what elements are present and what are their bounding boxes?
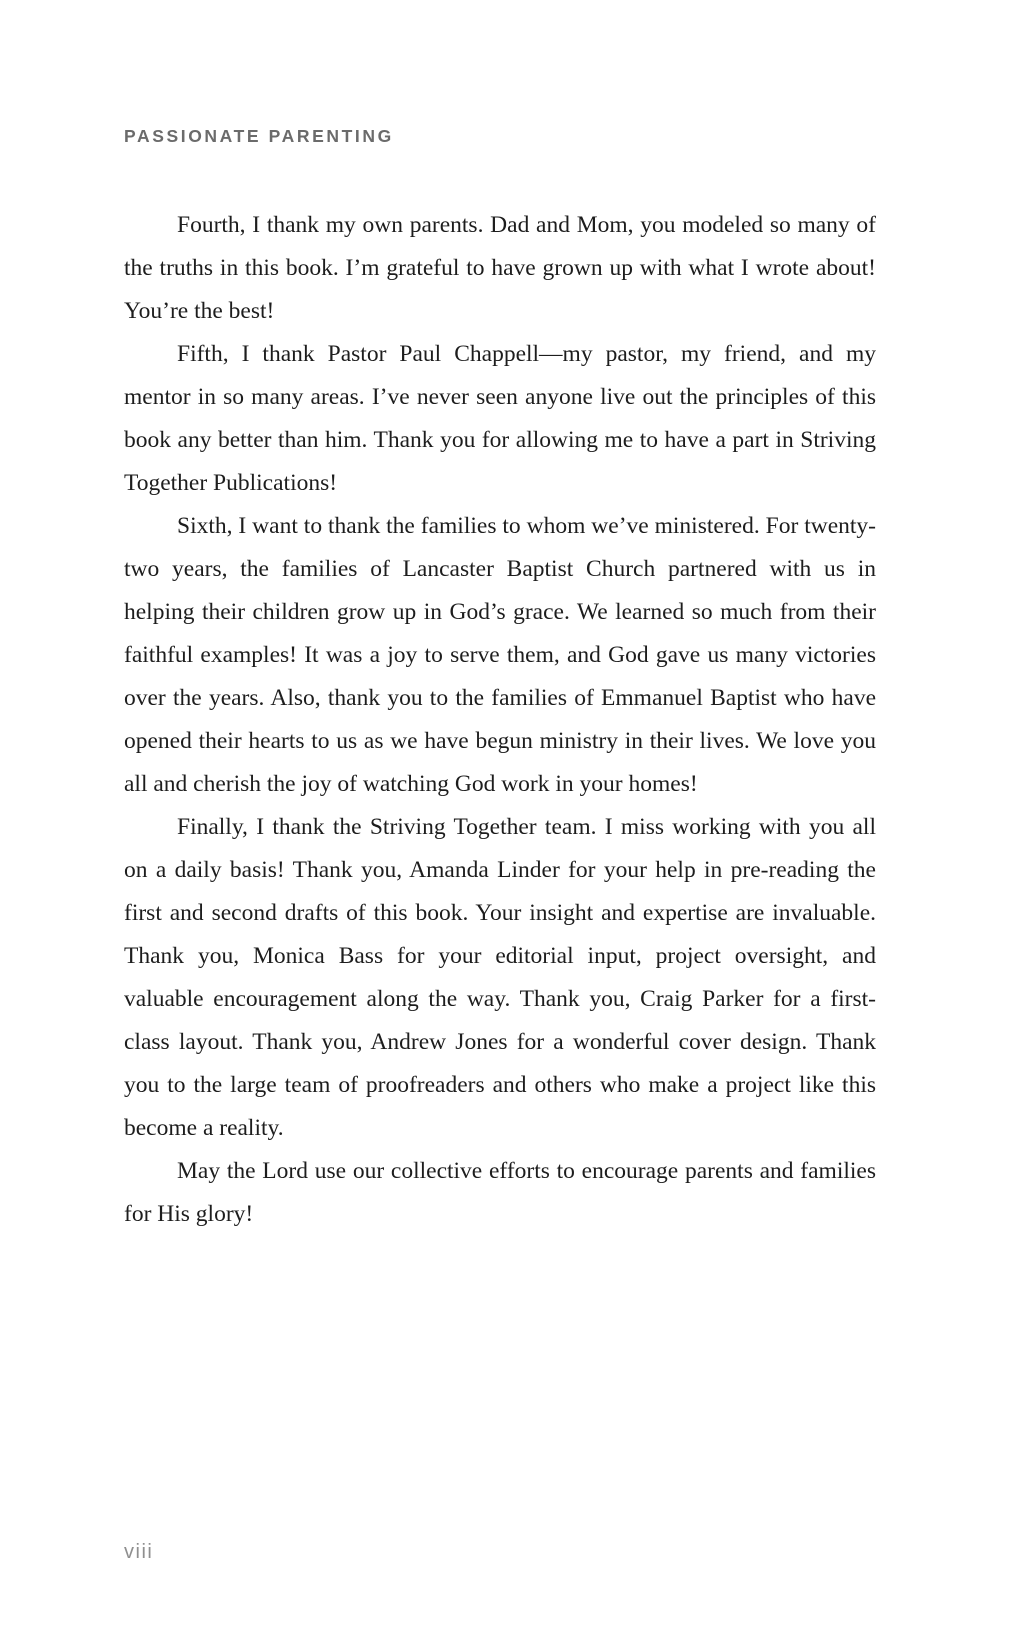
paragraph-fourth: Fourth, I thank my own parents. Dad and Mom, you modeled so many of the truths in this book. I’m grateful to have grown up with what I wrote about! You’re the best!: [124, 212, 876, 324]
paragraph-finally: Finally, I thank the Striving Together team. I miss working with you all on a daily basis! Thank you, Amanda Linder for your help in pre-reading the first and second drafts of this book. Your insight and expertise are invaluable. Thank you, Monica Bass for your editorial input, project oversight, and valuable encouragement along the way. Thank you, Craig Parker for a first-class layout. Thank you, Andrew Jones for a wonderful cover design. Thank you to the large team of proofreaders and others who make a project like this become a reality.: [124, 814, 876, 1141]
running-header: PASSIONATE PARENTING: [124, 126, 394, 146]
paragraph-closing: May the Lord use our collective efforts to encourage parents and families for His glory!: [124, 1158, 876, 1227]
page-body: [124, 204, 876, 1236]
page-number: viii: [124, 1541, 154, 1563]
paragraph-sixth: Sixth, I want to thank the families to whom we’ve ministered. For twenty-two years, the families of Lancaster Baptist Church partnered with us in helping their children grow up in God’s grace. We learned so much from their faithful examples! It was a joy to serve them, and God gave us many victories over the years. Also, thank you to the families of Emmanuel Baptist who have opened their hearts to us as we have begun ministry in their lives. We love you all and cherish the joy of watching God work in your homes!: [124, 513, 876, 797]
paragraph-fifth: Fifth, I thank Pastor Paul Chappell—my pastor, my friend, and my mentor in so many areas. I’ve never seen anyone live out the principles of this book any better than him. Thank you for allowing me to have a part in Striving Together Publications!: [124, 341, 876, 496]
